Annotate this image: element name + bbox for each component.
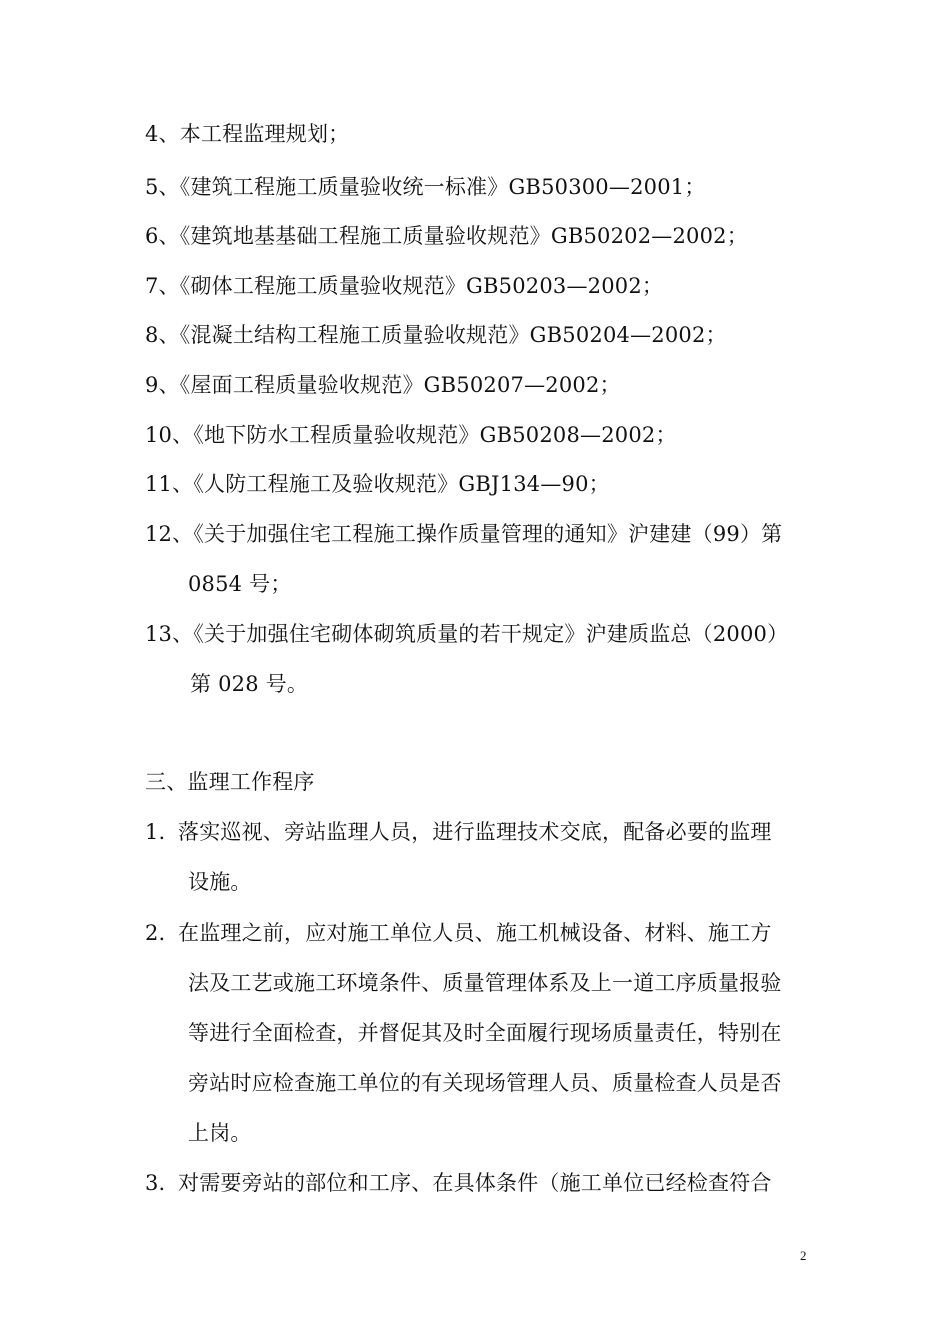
procedure-item-2 [145, 919, 772, 947]
item-text-continuation: 设施。 [188, 870, 252, 894]
reference-line: 12、《关于加强住宅工程施工操作质量管理的通知》沪建建（99）第 [145, 522, 783, 546]
reference-line: 10、《地下防水工程质量验收规范》GB50208—2002； [145, 423, 677, 447]
item-number: 3. [145, 1171, 166, 1195]
procedure-item-3 [145, 1169, 772, 1197]
item-text-continuation: 等进行全面检查，并督促其及时全面履行现场质量责任，特别在 [188, 1021, 782, 1045]
reference-line-continuation: 0854 号； [188, 572, 292, 596]
item-number: 2. [145, 921, 166, 945]
section-title: 三、监理工作程序 [145, 770, 315, 794]
reference-line: 13、《关于加强住宅砌体砌筑质量的若干规定》沪建质监总（2000） [145, 622, 789, 646]
reference-line: 11、《人防工程施工及验收规范》GBJ134—90； [145, 472, 610, 496]
item-text-continuation: 旁站时应检查施工单位的有关现场管理人员、质量检查人员是否 [188, 1071, 782, 1095]
procedure-item-1 [145, 818, 772, 846]
item-number: 1. [145, 820, 166, 844]
item-text: 对需要旁站的部位和工序、在具体条件（施工单位已经检查符合 [178, 1171, 772, 1195]
item-text-continuation: 上岗。 [188, 1121, 252, 1145]
item-text: 在监理之前，应对施工单位人员、施工机械设备、材料、施工方 [178, 921, 772, 945]
reference-line: 9、《屋面工程质量验收规范》GB50207—2002； [145, 373, 621, 397]
page-number: 2 [800, 1248, 807, 1263]
reference-line: 7、《砌体工程施工质量验收规范》GB50203—2002； [145, 274, 664, 298]
item-text: 落实巡视、旁站监理人员，进行监理技术交底，配备必要的监理 [178, 820, 772, 844]
item-text-continuation: 法及工艺或施工环境条件、质量管理体系及上一道工序质量报验 [188, 971, 782, 995]
reference-line: 4、本工程监理规划； [145, 122, 350, 146]
reference-line: 5、《建筑工程施工质量验收统一标准》GB50300—2001； [145, 175, 706, 199]
reference-line: 6、《建筑地基基础工程施工质量验收规范》GB50202—2002； [145, 224, 748, 248]
reference-line-continuation: 第 028 号。 [190, 672, 309, 696]
reference-line: 8、《混凝土结构工程施工质量验收规范》GB50204—2002； [145, 323, 727, 347]
